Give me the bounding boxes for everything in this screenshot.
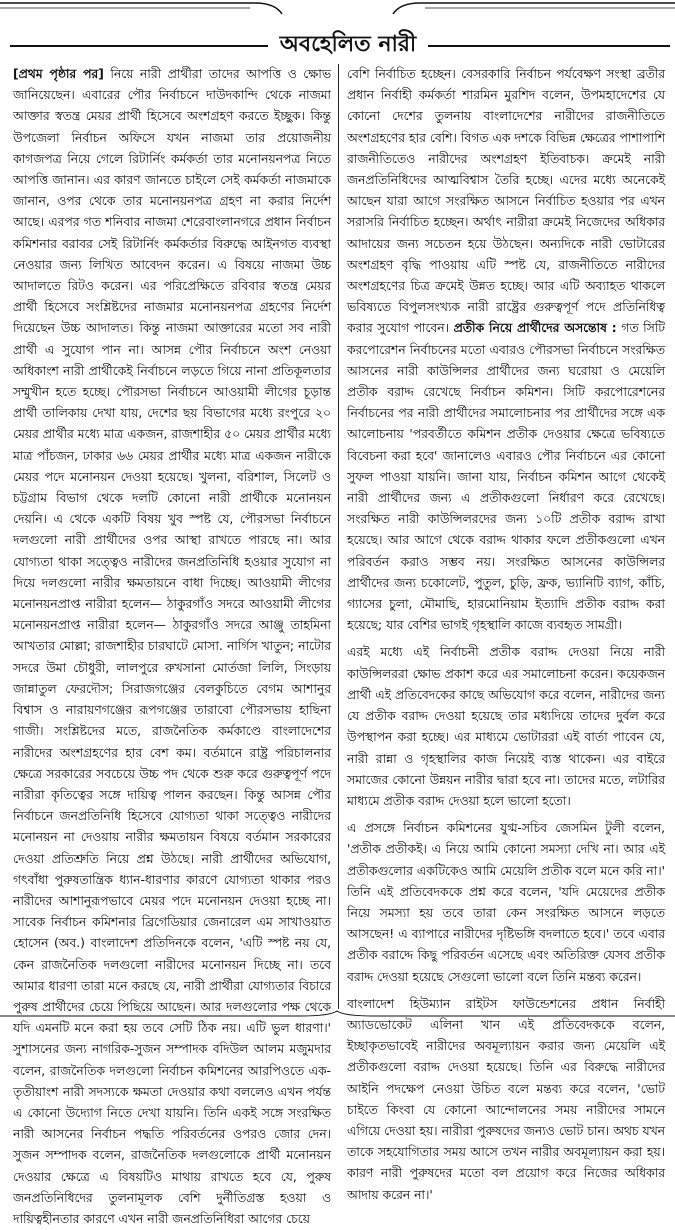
bottom-ornament bbox=[0, 1010, 675, 1017]
paragraph-text: বেশি নির্বাচিত হচ্ছেন। বেসরকারি নির্বাচন পর্যবেক্ষণ সংস্থা ব্রতীর প্রধান নির্বাহী কর্মকর্তা শারমিন মুরশিদ বলেন, উপমহাদেশের যে কোনো দেশের তুলনায় বাংলাদেশের নারীদের রাজনীতিতে অংশগ্রহণের হার বেশি। বিগত এক দশকে বিভিন্ন ক্ষেত্রের পাশাপাশি রাজনীতিতেও নারীদের অংশগ্রহণ ইতিবাচক। ক্রমেই নারী জনপ্রতিনিধিদের আত্মবিশ্বাস তৈরি হচ্ছে। এদের মধ্যে অনেকেই আছেন যারা আগে সংরক্ষিত আসনে নির্বাচিত হওয়ার পর এখন সরাসরি নির্বাচিত হচ্ছেন। অর্থাৎ নারীরা ক্রমেই নিজেদের অধিকার আদায়ের জন্য সচেতন হয়ে উঠছেন। অন্যদিকে নারী ভোটারের অংশগ্রহণ বৃদ্ধি পাওয়ায় এটি স্পষ্ট যে, রাজনীতিতে নারীদের অংশগ্রহণের চিত্র ক্রমেই উন্নত হচ্ছে। আর এটি অব্যাহত থাকলে ভবিষ্যতে বিপুলসংখ্যক নারী রাষ্ট্রের গুরুত্বপূর্ণ পদে প্রতিনিধিত্ব করার সুযোগ পাবেন। bbox=[347, 67, 665, 336]
article-column-left bbox=[13, 64, 331, 1226]
headline: অবহেলিত নারী bbox=[279, 32, 417, 57]
paragraph-text: গত সিটি করপোরেশন নির্বাচনের মতো এবারও পৌরসভা নির্বাচনে সংরক্ষিত আসনের নারী কাউন্সিলর প্রার্থীদের জন্য ঘরোয়া ও মেয়েলি প্রতীক বরাদ্দ রেখেছে নির্বাচন কমিশন। সিটি করপোরেশনের নির্বাচনের পর নারী প্রার্থীদের সমালোচনার পর প্রার্থীদের সঙ্গে এক আলোচনায় 'পরবর্তীতে কমিশন প্রতীক দেওয়ার ক্ষেত্রে ভবিষ্যতে বিবেচনা করা হবে' জানালেও এবারও পৌর নির্বাচনে এর কোনো সুফল পাওয়া যায়নি। জানা যায়, নির্বাচন কমিশন আগে থেকেই নারী প্রার্থীদের জন্য এ প্রতীকগুলো নির্ধারণ করে রেখেছে। সংরক্ষিত নারী কাউন্সিলরদের জন্য ১০টি প্রতীক বরাদ্দ রাখা হয়েছে। আর আগে থেকে বরাদ্দ থাকার ফলে প্রতীকগুলো এখন পরিবর্তন করাও সম্ভব নয়। সংরক্ষিত আসনের কাউন্সিলর প্রার্থীদের জন্য চকোলেট, পুতুল, চুড়ি, ফ্রক, ভ্যানিটি ব্যাগ, কাঁচি, গ্যাসের চুলা, মৌমাছি, হারমোনিয়াম ইত্যাদি প্রতীক বরাদ্দ করা হয়েছে; যার বেশির ভাগই গৃহস্থালি কাজে ব্যবহৃত সামগ্রী। bbox=[347, 321, 665, 633]
paragraph bbox=[347, 818, 665, 988]
paragraph-text: নিয়ে নারী প্রার্থীরা তাদের আপত্তি ও ক্ষোভ জানিয়েছেন। এবারের পৌর নির্বাচনে দাউদকান্দি থেকে নাজমা আক্তার স্বতন্ত্র মেয়র প্রার্থী হিসেবে অংশগ্রহণ করতে ইচ্ছুক। কিন্তু উপজেলা নির্বাচন অফিসে যখন নাজমা তার প্রয়োজনীয় কাগজপত্র নিয়ে গেলে রিটার্নিং কর্মকর্তা তার মনোনয়নপত্র নিতে আপত্তি জানান। এর কারণ জানতে চাইলে সেই কর্মকর্তা নাজমাকে জানান, ওপর থেকে তার মনোনয়নপত্র গ্রহণ না করার নির্দেশ আছে। এরপর গত শনিবার নাজমা শেরেবাংলানগরে প্রধান নির্বাচন কমিশনার বরাবর সেই রিটার্নিং কর্মকর্তার বিরুদ্ধে আইনগত ব্যবস্থা নেওয়ার জন্য লিখিত আবেদন করেন। এ বিষয়ে নাজমা উচ্চ আদালতে রিটও করেন। এর পরিপ্রেক্ষিতে রবিবার স্বতন্ত্র মেয়র প্রার্থী হিসেবে সংশ্লিষ্টদের নাজমার মনোনয়নপত্র গ্রহণের নির্দেশ দিয়েছেন উচ্চ আদালত। কিন্তু নাজমা আক্তারের মতো সব নারী প্রার্থী এ সুযোগ পান না। আসন্ন পৌর নির্বাচনে অংশ নেওয়া অধিকাংশ নারী প্রার্থীকেই নির্বাচনে লড়তে গিয়ে নানা প্রতিকূলতার সম্মুখীন হতে হচ্ছে। পৌরসভা নির্বাচনে আওয়ামী লীগের চূড়ান্ত প্রার্থী তালিকায় দেখা যায়, দেশের ছয় বিভাগের মধ্যে রংপুরে ২০ মেয়র প্রার্থীর মধ্যে মাত্র একজন, রাজশাহীর ৫০ মেয়র প্রার্থীর মধ্যে মাত্র পাঁচজন, ঢাকার ৬৬ মেয়র প্রার্থীর মধ্যে মাত্র একজন নারীকে মেয়র পদে মনোনয়ন দেওয়া হয়েছে। খুলনা, বরিশাল, সিলেট ও চট্টগ্রাম বিভাগ থেকে দলটি কোনো নারী প্রার্থীকে মনোনয়ন দেয়নি। এ থেকে একটি বিষয় খুব স্পষ্ট যে, পৌরসভা নির্বাচনে দলগুলো নারী প্রার্থীদের ওপর আস্থা রাখতে পারছে না। আর যোগ্যতা থাকা সত্ত্বেও নারীদের জনপ্রতিনিধি হওয়ার সুযোগ না দিয়ে দলগুলো নারীর ক্ষমতায়নে বাধা দিচ্ছে। আওয়ামী লীগের মনোনয়নপ্রাপ্ত নারীরা হলেন— ঠাকুরগাঁও সদরে আওয়ামী লীগের মনোনয়নপ্রাপ্ত নারীরা হলেন— ঠাকুরগাঁও সদরে আঞ্জু তাহমিনা আখতার মোল্লা; রাজশাহীর চারঘাটে মোসা. নার্গিস খাতুন; নাটোর সদরে উমা চৌধুরী, লালপুরে রুখসানা মোর্তজা লিলি, সিংড়ায় জান্নাতুল ফেরদৌস; সিরাজগঞ্জের বেলকুচিতে বেগম আশানুর বিশ্বাস ও নারায়ণগঞ্জের রূপগঞ্জের তারাবো পৌরসভায় হাছিনা গাজী। সংশ্লিষ্টদের মতে, রাজনৈতিক কর্মকাণ্ডে বাংলাদেশের নারীদের অংশগ্রহণের হার বেশ কম। বর্তমানে রাষ্ট্র পরিচালনার ক্ষেত্রে সরকারের সবচেয়ে উচ্চ পদ থেকে শুরু করে গুরুত্বপূর্ণ পদে নারীরা কৃতিত্বের সঙ্গে দায়িত্ব পালন করছেন। কিন্তু আসন্ন পৌর নির্বাচনে জনপ্রতিনিধি হিসেবে যোগ্যতা থাকা সত্ত্বেও নারীদের মনোনয়ন না দেওয়ায় নারীর ক্ষমতায়ন বিষয়ে বর্তমান সরকারের দেওয়া প্রতিশ্রুতি নিয়ে প্রশ্ন উঠছে। নারী প্রার্থীদের অভিযোগ, গৎবাঁধা পুরুষতান্ত্রিক ধ্যান-ধারণার কারণে যোগ্যতা থাকার পরও নারীদের আশানুরূপভাবে মেয়র পদে মনোনয়ন দেওয়া হচ্ছে না। সাবেক নির্বাচন কমিশনার ব্রিগেডিয়ার জেনারেল এম সাখাওয়াত হোসেন (অব.) বাংলাদেশ প্রতিদিনকে বলেন, 'এটি স্পষ্ট নয় যে, কেন রাজনৈতিক দলগুলো নারীদের মনোনয়ন দিচ্ছে না। তবে আমার ধারণা তারা মনে করছে যে, নারী প্রার্থীরা যোগ্যতার বিচারে পুরুষ প্রার্থীদের চেয়ে পিছিয়ে আছেন। আর দলগুলোর পক্ষ থেকে যদি এমনটি মনে করা হয় তবে সেটি ঠিক নয়। এটি ভুল ধারণা।' সুশাসনের জন্য নাগরিক-সুজন সম্পাদক বদিউল আলম মজুমদার বলেন, রাজনৈতিক দলগুলো নির্বাচন কমিশনের আরপিওতে এক-তৃতীয়াংশ নারী সদস্যকে ক্ষমতা দেওয়ার কথা বললেও এখন পর্যন্ত এ কোনো উদ্যোগ নিতে দেখা যায়নি। তিনি একই সঙ্গে সংরক্ষিত নারী আসনের নির্বাচন পদ্ধতি পরিবর্তনের ওপরও জোর দেন। সুজন সম্পাদক বলেন, রাজনৈতিক দলগুলোকে প্রার্থী মনোনয়ন দেওয়ার ক্ষেত্রে এ বিষয়টিও মাথায় রাখতে হবে যে, পুরুষ জনপ্রতিনিধিদের তুলনামূলক বেশি দুর্নীতিগ্রস্ত হওয়া ও দায়িত্বহীনতার কারণে এখন নারী জনপ্রতিনিধিরা আগের চেয়ে bbox=[13, 67, 331, 1226]
column-divider bbox=[338, 64, 339, 1009]
headline-rule-right bbox=[428, 45, 670, 47]
top-ornament bbox=[0, 0, 675, 30]
subheading: প্রতীক নিয়ে প্রার্থীদের অসন্তোষ : bbox=[453, 321, 617, 336]
paragraph-text: এরই মধ্যে এই নির্বাচনী প্রতীক বরাদ্দ দেওয়া নিয়ে নারী কাউন্সিলররা ক্ষোভ প্রকাশ করে এর সমালোচনা করেন। কয়েকজন প্রার্থী এই প্রতিবেদকের কাছে অভিযোগ করে বলেন, নারীদের জন্য যে প্রতীক বরাদ্দ দেওয়া হয়েছে তার মধ্যদিয়ে তাদের দুর্বল করে উপস্থাপন করা হচ্ছে। এর মাধ্যমে ভোটাররা এই বার্তা পাবেন যে, নারী রান্না ও গৃহস্থালির কাজ নিয়েই ব্যস্ত থাকেন। এর বাইরে সমাজের কোনো উন্নয়ন নারীর দ্বারা হবে না। তাদের মতে, লটারির মাধ্যমে প্রতীক বরাদ্দ দেওয়া হলে ভালো হতো। bbox=[347, 645, 665, 808]
paragraph bbox=[347, 642, 665, 812]
headline-rule-left bbox=[10, 45, 268, 47]
paragraph bbox=[347, 64, 665, 636]
paragraph-text: এ প্রসঙ্গে নির্বাচন কমিশনের যুগ্ম-সচিব জেসমিন টুলী বলেন, 'প্রতীক প্রতীকই। এ নিয়ে আমি কোনো সমস্যা দেখি না। আর এই প্রতীকগুলোর একটিকেও আমি মেয়েলি প্রতীক বলে মনে করি না।' তিনি এই প্রতিবেদককে প্রশ্ন করে বলেন, 'যদি মেয়েদের প্রতীক নিয়ে সমস্যা হয় তবে তারা কেন সংরক্ষিত আসনে লড়তে আসছেন! এ ব্যাপারে নারীদের দৃষ্টিভঙ্গি বদলাতে হবে।' তবে এবার প্রতীক বরাদ্দে কিছু পরিবর্তন এসেছে এবং অতিরিক্ত যেসব প্রতীক বরাদ্দ দেওয়া হয়েছে সেগুলো ভালো বলে তিনি মন্তব্য করেন। bbox=[347, 821, 665, 984]
continued-marker: [প্রথম পৃষ্ঠার পর] bbox=[13, 67, 104, 81]
paragraph bbox=[13, 64, 331, 1230]
headline-row bbox=[10, 30, 670, 60]
paragraph bbox=[347, 994, 665, 1206]
article-column-right bbox=[347, 64, 665, 1202]
paragraph-text: বাংলাদেশ হিউম্যান রাইটস ফাউন্ডেশনের প্রধান নির্বাহী অ্যাডভোকেট এলিনা খান এই প্রতিবেদককে বলেন, ইচ্ছাকৃতভাবেই নারীদের অবমূল্যায়ন করার জন্য মেয়েলি এই প্রতীকগুলো বরাদ্দ দেওয়া হয়েছে। তিনি এর বিরুদ্ধে নারীদের আইনি পদক্ষেপ নেওয়া উচিত বলে মন্তব্য করে বলেন, 'ভোট চাইতে কিংবা যে কোনো আন্দোলনের সময় নারীদের সামনে এগিয়ে দেওয়া হয়। নারীরা পুরুষদের জন্যও ভোট চান। অথচ যখন তাকে সহযোগিতার সময় আসে তখন নারীর অবমূল্যায়ন করা হয়। কারণ নারী পুরুষদের মতো বল প্রয়োগ করে নিজের অধিকার আদায় করেন না।' bbox=[347, 996, 665, 1202]
